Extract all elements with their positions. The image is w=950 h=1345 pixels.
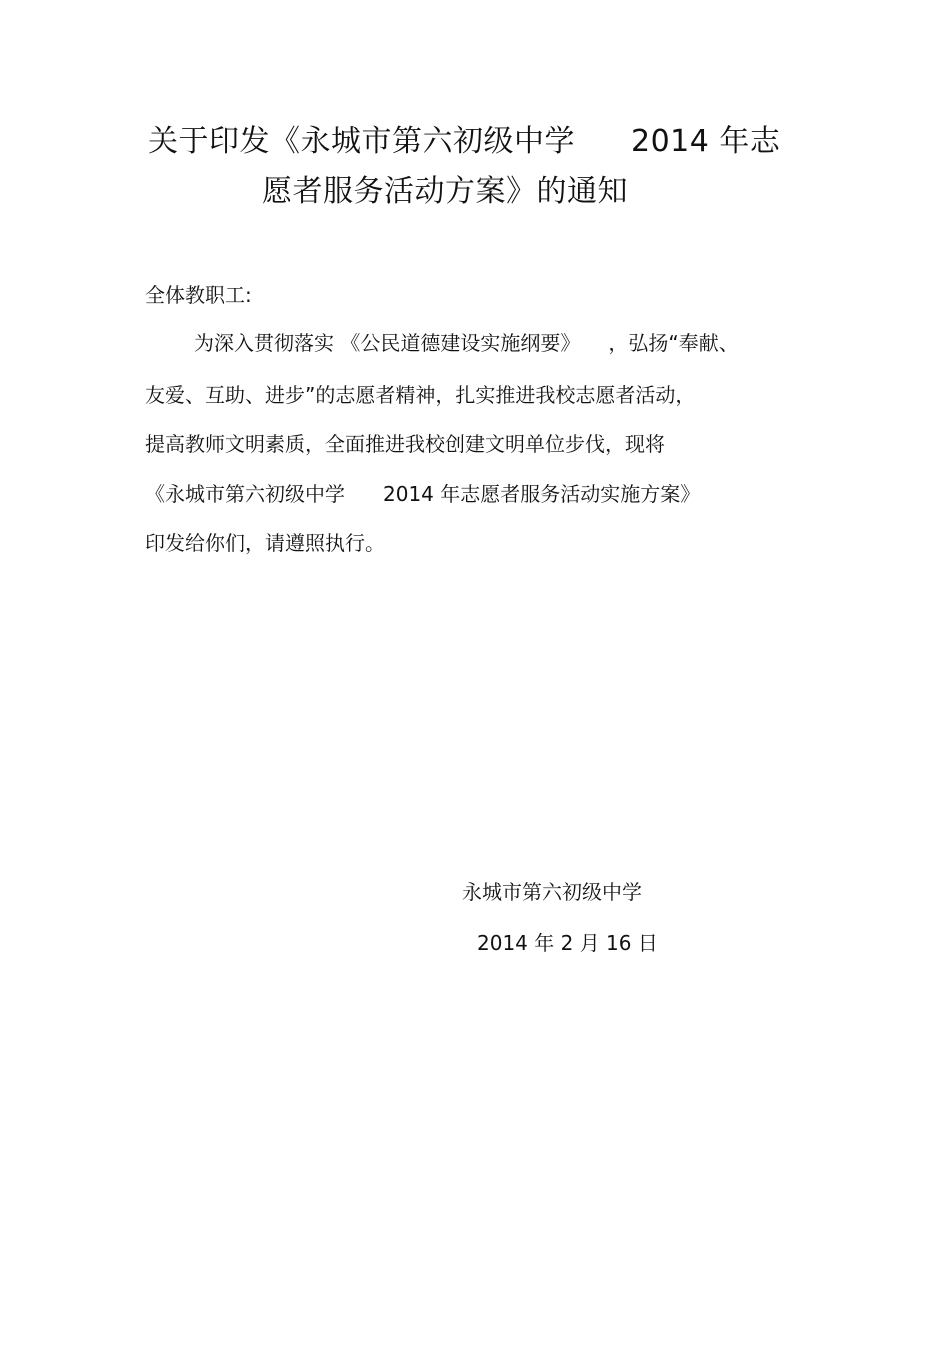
body-line-4-part-1: 《永城市第六初级中学 <box>145 482 345 506</box>
body-line-4-part-2: 2014 年志愿者服务活动实施方案》 <box>383 482 701 506</box>
notice-title-line-2: 愿者服务活动方案》的通知 <box>262 174 628 209</box>
title-text-part-1: 关于印发《永城市第六初级中学 <box>148 124 575 159</box>
body-line-4 <box>145 481 700 507</box>
title-text-part-2: 2014 年志 <box>631 124 781 159</box>
signature-organization: 永城市第六初级中学 <box>462 880 642 904</box>
signature-date: 2014 年 2 月 16 日 <box>477 931 658 955</box>
body-line-2: 友爱、互助、进步”的志愿者精神，扎实推进我校志愿者活动， <box>145 383 696 407</box>
body-line-1 <box>194 330 739 356</box>
body-line-3: 提高教师文明素质，全面推进我校创建文明单位步伐，现将 <box>145 432 665 456</box>
body-line-1-part-2: ，弘扬“奉献、 <box>608 331 739 355</box>
body-line-1-part-1: 为深入贯彻落实 《公民道德建设实施纲要》 <box>194 331 581 355</box>
notice-title-line-1 <box>148 124 780 160</box>
body-line-5: 印发给你们，请遵照执行。 <box>145 531 385 555</box>
salutation: 全体教职工: <box>145 283 252 307</box>
